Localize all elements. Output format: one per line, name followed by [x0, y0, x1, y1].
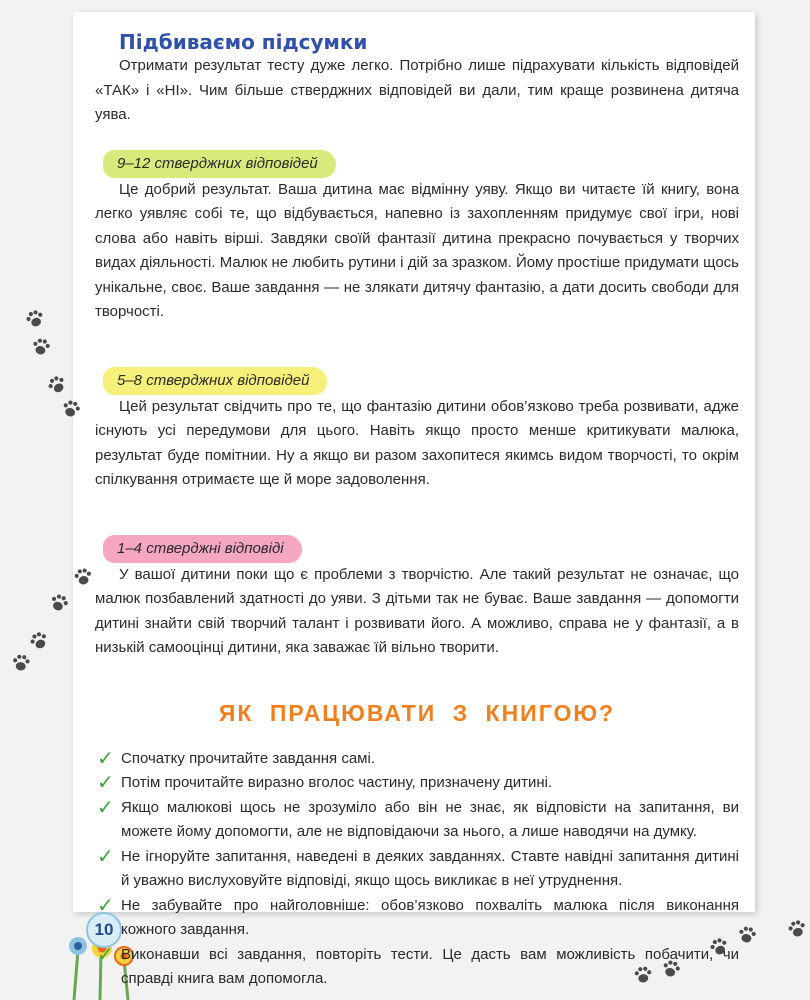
result-label-high: 9–12 стверджних відповідей: [103, 150, 336, 178]
list-item: [95, 845, 739, 894]
page-content: [95, 30, 739, 992]
check-icon: ✓: [97, 845, 114, 868]
howto-title: ЯК ПРАЦЮВАТИ З КНИГОЮ?: [218, 699, 616, 726]
list-item-text: Не ігноруйте запитання, наведені в деяких завданнях. Ставте навідні запитання дитині й уважно вислуховуйте відповіді, якщо щось викликає в неї утруднення.: [121, 847, 739, 889]
paw-print-icon: [45, 589, 73, 617]
result-text-high: Це добрий результат. Ваша дитина має відмінну уяву. Якщо ви читаєте їй книгу, вона легко уявляє собі те, що відбувається, напевно із захопленням придумує свої ігри, нові слова або навіть вірші. Завдяки своїй фантазії дитина прекрасно почувається у творчих видах діяльності. Малюк не любить рутини і дій за зразком. Йому простіше придумати щось унікальне, своє. Ваше завдання — не злякати дитячу фантазію, а дати досить свободи для творчості.: [95, 180, 739, 320]
result-label-low: 1–4 стверджні відповіді: [103, 535, 302, 563]
check-icon: ✓: [97, 796, 114, 819]
result-section-medium: [95, 367, 739, 493]
result-section-low: [95, 535, 739, 661]
paw-print-icon: [24, 626, 53, 655]
result-text-low: У вашої дитини поки що є проблеми з творчістю. Але такий результат не означає, що малюк позбавлений здатності до уяви. З дітьми так не буває. Ваше завдання — допомогти дитині знайти свій творчий талант і розвивати його. А можливо, справа не у фантазії, а в низькій самооцінці дитини, яка заважає їй вільно творити.: [95, 565, 739, 656]
list-item: [95, 771, 739, 796]
result-label-medium: 5–8 стверджних відповідей: [103, 367, 327, 395]
paw-print-icon: [784, 916, 810, 943]
result-text-medium: Цей результат свідчить про те, що фантазію дитини обов’язково треба розвивати, адже існують усі передумови для цього. Навіть якщо просто менше критикувати малюка, результат буде помітнии. Ну а якщо ви разом захопитеся якимсь видом творчості, то окрім спілкування отримаєте ще й море задоволення.: [95, 397, 739, 488]
paw-print-icon: [70, 564, 95, 589]
check-icon: ✓: [97, 943, 114, 966]
list-item: [95, 796, 739, 845]
result-section-high: [95, 150, 739, 325]
check-icon: ✓: [97, 747, 114, 770]
list-item: [95, 943, 739, 992]
howto-list: [95, 747, 739, 992]
check-icon: ✓: [97, 894, 114, 917]
list-item-text: Виконавши всі завдання, повторіть тести. Це дасть вам можливість побачити, чи справді книга вам допомогла.: [121, 945, 739, 987]
paw-print-icon: [21, 305, 49, 333]
summary-title: Підбиваємо підсумки: [119, 30, 368, 54]
list-item-text: Потім прочитайте виразно вголос частину, призначену дитині.: [121, 774, 553, 791]
list-item: [95, 747, 739, 772]
list-item-text: Якщо малюкові щось не зрозуміло або він не знає, як відповісти на запитання, ви можете йому допомогти, але не відповідаючи за нього, а лише наводячи на думку.: [121, 798, 739, 840]
paw-print-icon: [42, 370, 72, 400]
check-icon: ✓: [97, 772, 114, 794]
paw-print-icon: [9, 651, 33, 675]
paw-print-icon: [28, 334, 53, 359]
list-item-text: Спочатку прочитайте завдання самі.: [121, 749, 375, 767]
list-item: [95, 894, 739, 943]
page-number: 10: [86, 912, 122, 948]
list-item-text: Не забувайте про найголовніше: обов’язково похваліть малюка після виконання кожного завдання.: [121, 896, 739, 938]
summary-intro: Отримати результат тесту дуже легко. Потрібно лише підрахувати кількість відповідей «ТАК» і «НІ». Чим більше стверджних відповідей ви дали, тим краще розвинена дитяча уява.: [95, 57, 739, 123]
